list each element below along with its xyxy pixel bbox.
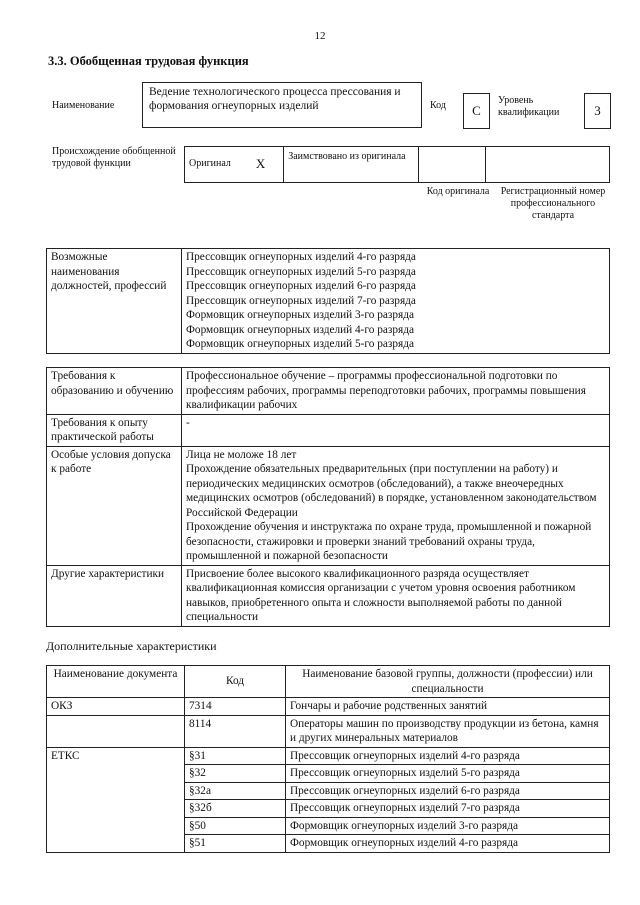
req-label: Требования к опыту практической работы <box>47 414 182 446</box>
req-label: Другие характеристики <box>47 565 182 626</box>
additional-title: Дополнительные характеристики <box>46 639 217 653</box>
code-cell: §50 <box>185 817 286 835</box>
name-cell: Гончары и рабочие родственных занятий <box>286 698 610 716</box>
name-cell: Прессовщик огнеупорных изделий 6-го разряда <box>286 782 610 800</box>
req-text: Присвоение более высокого квалификационного разряда осуществляет квалификационная комиссия организации с учетом уровня освоения работником навыков, приобретенного опыта и сложности выполняемой работы по данной специальности <box>186 567 576 623</box>
original-label: Оригинал <box>185 147 252 183</box>
position-item: Прессовщик огнеупорных изделий 7-го разряда <box>186 294 416 307</box>
name-label: Наименование <box>52 100 115 111</box>
reg-caption: Регистрационный номер профессионального стандарта <box>500 186 606 221</box>
function-name: Ведение технологического процесса прессования и формования огнеупорных изделий <box>142 82 422 128</box>
req-text: Прохождение обязательных предварительных (при поступлении на работу) и периодических медицинских осмотров (обследований), а также внеочередных медицинских осмотров (обследований) в порядке, установленном законодательством Российской Федерации <box>186 463 597 519</box>
reg-number-cell <box>485 147 609 183</box>
table-row <box>47 765 610 783</box>
req-label: Особые условия допуска к работе <box>47 446 182 565</box>
table-row <box>47 715 610 747</box>
table-row <box>47 782 610 800</box>
name-cell: Прессовщик огнеупорных изделий 4-го разряда <box>286 747 610 765</box>
table-row <box>47 698 610 716</box>
doc-cell <box>47 800 185 818</box>
col-doc-header: Наименование документа <box>47 666 185 698</box>
name-cell: Прессовщик огнеупорных изделий 5-го разряда <box>286 765 610 783</box>
col-code-header: Код <box>185 666 286 698</box>
original-code-cell <box>418 147 485 183</box>
table-row <box>47 747 610 765</box>
code-value: C <box>463 93 490 129</box>
code-cell: §32 <box>185 765 286 783</box>
code-cell: §31 <box>185 747 286 765</box>
position-item: Формовщик огнеупорных изделий 5-го разряда <box>186 338 414 350</box>
code-cell: §32б <box>185 800 286 818</box>
name-cell: Прессовщик огнеупорных изделий 7-го разряда <box>286 800 610 818</box>
req-text: Профессиональное обучение – программы профессиональной подготовки по профессиям рабочих, программы переподготовки рабочих, программы повышения квалификации рабочих <box>186 370 586 411</box>
col-name-header: Наименование базовой группы, должности (профессии) или специальности <box>286 666 610 698</box>
table-row <box>47 800 610 818</box>
code-cell: 7314 <box>185 698 286 716</box>
doc-cell <box>47 765 185 783</box>
doc-cell <box>47 835 185 853</box>
doc-cell <box>47 817 185 835</box>
doc-cell <box>47 782 185 800</box>
requirements-table <box>46 367 610 627</box>
name-cell: Формовщик огнеупорных изделий 4-го разряда <box>286 835 610 853</box>
positions-label: Возможные наименования должностей, профессий <box>47 249 182 354</box>
code-caption: Код оригинала <box>426 186 490 197</box>
req-value <box>182 565 610 626</box>
positions-list <box>182 249 610 354</box>
additional-table <box>46 665 610 853</box>
req-text: Прохождение обучения и инструктажа по охране труда, промышленной и пожарной безопасности, стажировки и проверки знаний требований охраны труда, промышленной и пожарной безопасности <box>186 521 592 562</box>
doc-cell: ЕТКС <box>47 747 185 765</box>
code-cell: §51 <box>185 835 286 853</box>
req-label: Требования к образованию и обучению <box>47 368 182 415</box>
origin-table <box>184 146 610 183</box>
position-item: Формовщик огнеупорных изделий 3-го разряда <box>186 309 414 321</box>
doc-cell: ОКЗ <box>47 698 185 716</box>
original-mark: X <box>252 147 284 183</box>
req-text: - <box>186 416 190 429</box>
name-cell: Формовщик огнеупорных изделий 3-го разряда <box>286 817 610 835</box>
position-item: Прессовщик огнеупорных изделий 6-го разряда <box>186 280 416 292</box>
table-row <box>47 817 610 835</box>
code-label: Код <box>430 100 446 111</box>
position-item: Формовщик огнеупорных изделий 4-го разряда <box>186 323 414 336</box>
position-item: Прессовщик огнеупорных изделий 5-го разряда <box>186 265 416 278</box>
req-value <box>182 414 610 446</box>
code-cell: §32а <box>185 782 286 800</box>
positions-table <box>46 248 610 354</box>
position-item: Прессовщик огнеупорных изделий 4-го разряда <box>186 251 416 263</box>
level-label: Уровень квалификации <box>498 95 560 118</box>
section-title: 3.3. Обобщенная трудовая функция <box>48 54 249 68</box>
req-value <box>182 368 610 415</box>
origin-label: Происхождение обобщенной трудовой функции <box>52 146 176 169</box>
page-number: 12 <box>314 30 326 42</box>
doc-cell <box>47 715 185 747</box>
level-value: 3 <box>584 93 611 129</box>
req-value <box>182 446 610 565</box>
req-text: Лица не моложе 18 лет <box>186 448 297 461</box>
table-row <box>47 835 610 853</box>
borrowed-label: Заимствовано из оригинала <box>284 147 419 183</box>
name-cell: Операторы машин по производству продукции из бетона, камня и других минеральных материалов <box>286 715 610 747</box>
code-cell: 8114 <box>185 715 286 747</box>
